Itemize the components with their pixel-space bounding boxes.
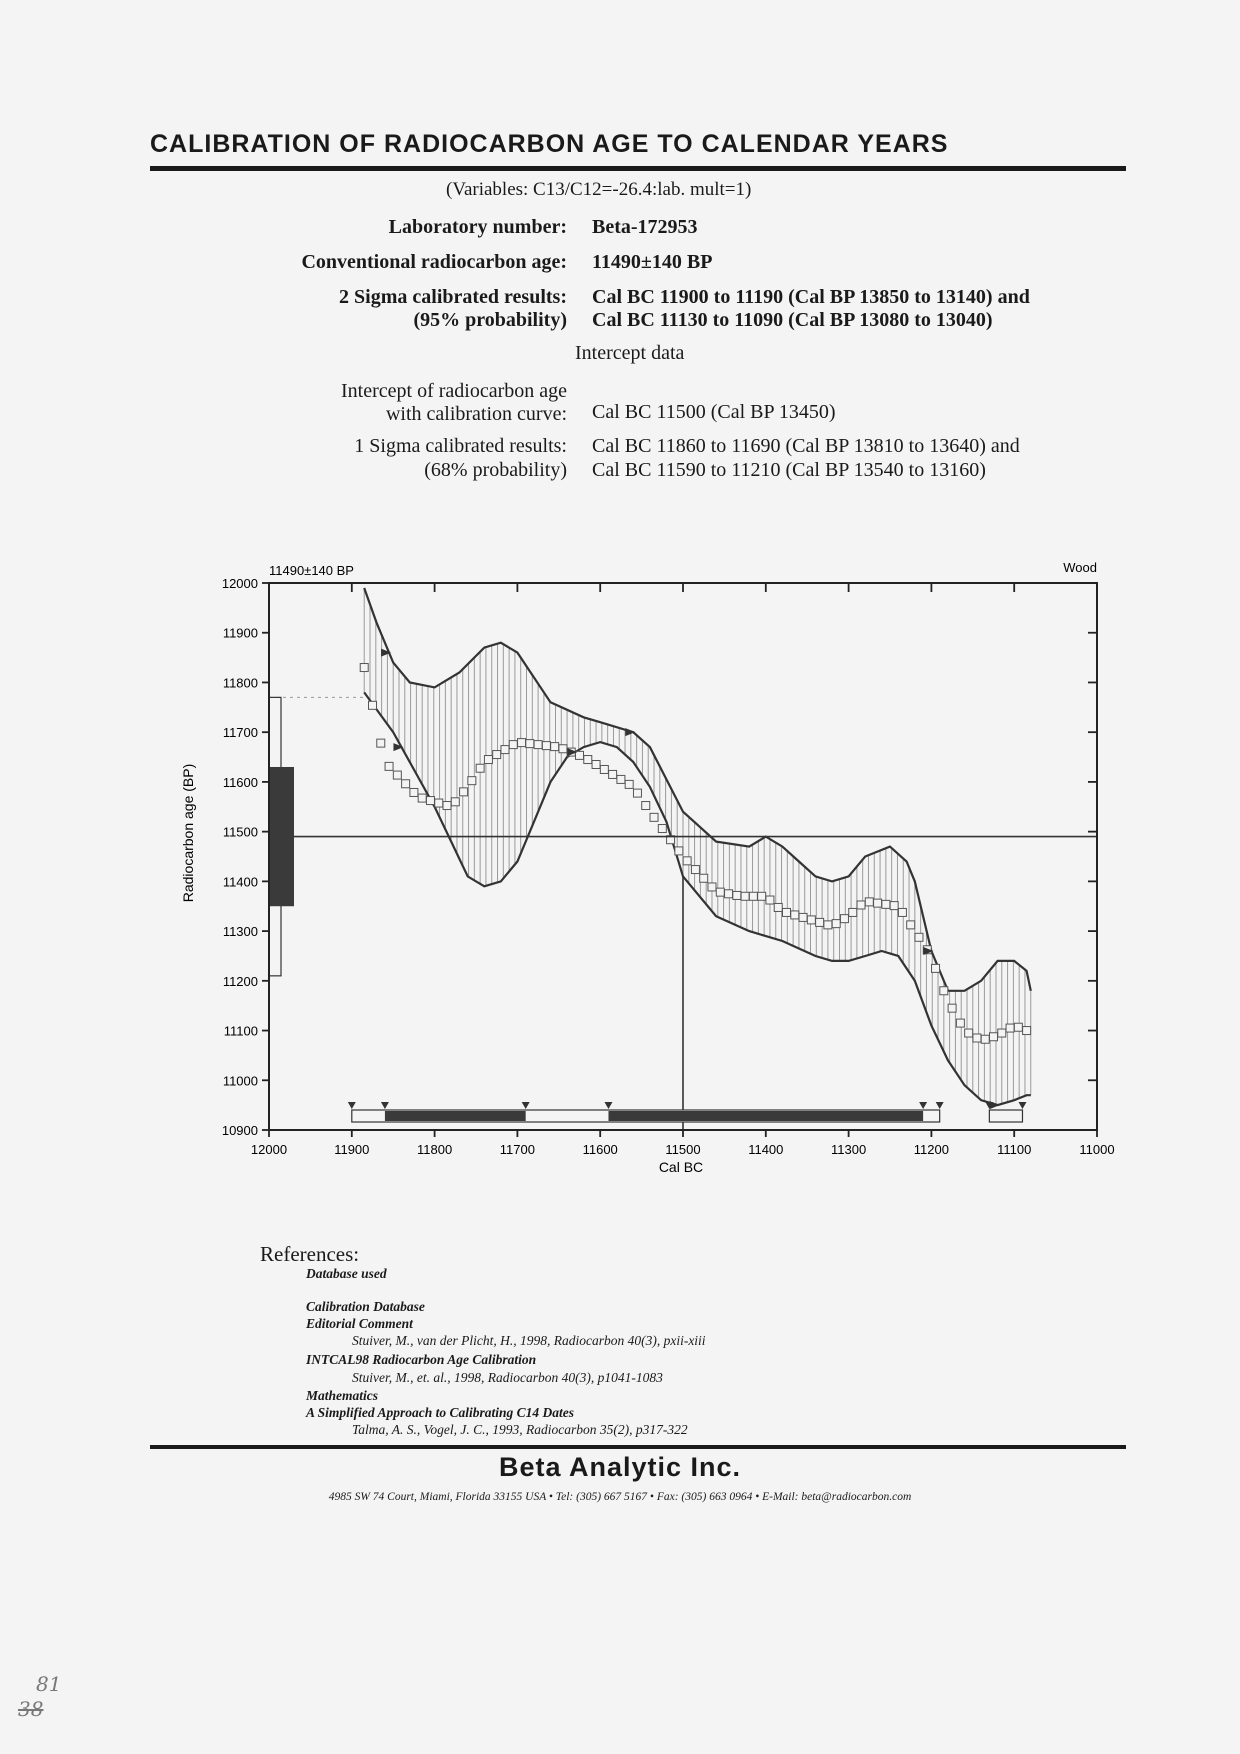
curve-marker bbox=[509, 741, 517, 749]
curve-marker bbox=[907, 921, 915, 929]
curve-marker bbox=[758, 892, 766, 900]
sigma1-value-2: Cal BC 11590 to 11210 (Cal BP 13540 to 13160) bbox=[592, 459, 986, 481]
curve-marker bbox=[774, 903, 782, 911]
curve-marker bbox=[915, 933, 923, 941]
curve-marker bbox=[633, 789, 641, 797]
y-tick-label: 12000 bbox=[221, 576, 258, 591]
ref-editorial-comment: Editorial Comment bbox=[306, 1316, 413, 1331]
y-tick-label: 11600 bbox=[222, 774, 258, 790]
curve-marker bbox=[559, 745, 567, 753]
sigma1-label-1: 1 Sigma calibrated results: bbox=[354, 435, 567, 457]
y-tick-label: 11200 bbox=[222, 973, 258, 989]
sigma2-value-2: Cal BC 11130 to 11090 (Cal BP 13080 to 13040) bbox=[592, 309, 993, 331]
lower-bound-curve bbox=[364, 692, 1031, 1105]
variables-line: (Variables: C13/C12=-26.4:lab. mult=1) bbox=[446, 179, 752, 200]
sample-sigma1-bar bbox=[269, 767, 294, 906]
sigma1-range-bar bbox=[385, 1111, 526, 1121]
curve-marker bbox=[584, 756, 592, 764]
ref-intcal: INTCAL98 Radiocarbon Age Calibration bbox=[306, 1352, 537, 1367]
curve-marker bbox=[501, 746, 509, 754]
calibrated-ranges bbox=[348, 1102, 1027, 1122]
curve-marker bbox=[443, 802, 451, 810]
handwritten-note-2: 38 bbox=[18, 1697, 44, 1721]
curve-marker bbox=[956, 1019, 964, 1027]
sigma2-range-bar bbox=[989, 1110, 1022, 1122]
x-tick-label: 11300 bbox=[831, 1142, 867, 1157]
range-tick-arrow bbox=[522, 1102, 530, 1109]
curve-marker bbox=[642, 802, 650, 810]
curve-marker bbox=[874, 899, 882, 907]
calibration-curves bbox=[364, 588, 1031, 1105]
curve-marker bbox=[385, 762, 393, 770]
curve-marker bbox=[691, 866, 699, 874]
intercept-label-1: Intercept of radiocarbon age bbox=[341, 380, 567, 402]
curve-marker bbox=[700, 874, 708, 882]
chart-text bbox=[180, 560, 1115, 1175]
curve-markers bbox=[360, 649, 1030, 1110]
curve-marker bbox=[725, 890, 733, 898]
range-tick-arrow bbox=[1018, 1102, 1026, 1109]
ref-approach: A Simplified Approach to Calibrating C14 Dates bbox=[306, 1405, 575, 1420]
curve-marker bbox=[749, 892, 757, 900]
curve-marker bbox=[716, 888, 724, 896]
curve-marker bbox=[708, 883, 716, 891]
ref-citation-1: Stuiver, M., van der Plicht, H., 1998, Radiocarbon 40(3), pxii-xiii bbox=[352, 1333, 706, 1348]
range-tick-arrow bbox=[919, 1102, 927, 1109]
curve-marker bbox=[816, 918, 824, 926]
ref-citation-3: Talma, A. S., Vogel, J. C., 1993, Radiocarbon 35(2), p317-322 bbox=[352, 1422, 688, 1437]
x-tick-label: 12000 bbox=[250, 1142, 288, 1157]
curve-marker bbox=[948, 1004, 956, 1012]
curve-marker bbox=[360, 664, 368, 672]
curve-marker bbox=[369, 701, 377, 709]
sample-distribution bbox=[269, 697, 294, 975]
company-name: Beta Analytic Inc. bbox=[498, 1452, 742, 1482]
range-tick-arrow bbox=[936, 1102, 944, 1109]
curve-marker bbox=[1014, 1023, 1022, 1031]
intercept-heading: Intercept data bbox=[575, 342, 685, 364]
curve-marker bbox=[393, 771, 401, 779]
curve-marker bbox=[766, 896, 774, 904]
ref-calibration-database: Calibration Database bbox=[306, 1299, 425, 1314]
x-tick-label: 11800 bbox=[417, 1142, 453, 1157]
curve-marker bbox=[609, 770, 617, 778]
curve-marker bbox=[518, 739, 526, 747]
curve-marker bbox=[791, 911, 799, 919]
curve-marker bbox=[973, 1034, 981, 1042]
y-tick-label: 11100 bbox=[223, 1023, 258, 1039]
x-tick-label: 11600 bbox=[582, 1142, 618, 1157]
sigma2-value-1: Cal BC 11900 to 11190 (Cal BP 13850 to 13140) and bbox=[592, 286, 1030, 308]
sigma1-range-bar bbox=[608, 1111, 923, 1121]
curve-marker bbox=[1006, 1024, 1014, 1032]
sigma2-label-2: (95% probability) bbox=[413, 309, 567, 331]
curve-marker bbox=[890, 902, 898, 910]
curve-marker bbox=[410, 788, 418, 796]
chart-title: 11490±140 BP bbox=[269, 563, 354, 578]
curve-marker bbox=[965, 1029, 973, 1037]
curve-marker bbox=[733, 891, 741, 899]
curve-marker bbox=[882, 900, 890, 908]
x-tick-label: 11500 bbox=[665, 1142, 701, 1157]
x-tick-label: 11200 bbox=[913, 1142, 949, 1157]
curve-arrow bbox=[625, 728, 635, 736]
curve-marker bbox=[675, 847, 683, 855]
ref-citation-2: Stuiver, M., et. al., 1998, Radiocarbon 40(3), p1041-1083 bbox=[352, 1370, 663, 1385]
curve-marker bbox=[534, 741, 542, 749]
curve-marker bbox=[824, 921, 832, 929]
curve-marker bbox=[460, 788, 468, 796]
curve-marker bbox=[857, 901, 865, 909]
sigma2-label-1: 2 Sigma calibrated results: bbox=[339, 286, 567, 308]
curve-marker bbox=[840, 915, 848, 923]
y-tick-label: 11300 bbox=[222, 924, 258, 940]
curve-marker bbox=[435, 799, 443, 807]
range-tick-arrow bbox=[348, 1102, 356, 1109]
curve-marker bbox=[493, 751, 501, 759]
references-heading: References: bbox=[260, 1242, 360, 1266]
curve-marker bbox=[658, 825, 666, 833]
curve-marker bbox=[683, 857, 691, 865]
curve-marker bbox=[542, 742, 550, 750]
y-tick-label: 11000 bbox=[222, 1073, 258, 1089]
conventional-age-value: 11490±140 BP bbox=[592, 251, 713, 273]
curve-marker bbox=[377, 739, 385, 747]
curve-marker bbox=[940, 987, 948, 995]
curve-marker bbox=[865, 898, 873, 906]
range-tick-arrow bbox=[604, 1102, 612, 1109]
ref-mathematics: Mathematics bbox=[306, 1388, 379, 1403]
curve-marker bbox=[832, 920, 840, 928]
curve-marker bbox=[484, 756, 492, 764]
x-tick-label: 11900 bbox=[334, 1142, 370, 1157]
ref-database-used: Database used bbox=[306, 1266, 387, 1281]
curve-marker bbox=[476, 764, 484, 772]
curve-marker bbox=[625, 780, 633, 788]
curve-marker bbox=[600, 765, 608, 773]
x-axis-label: Cal BC bbox=[658, 1159, 704, 1175]
probability-band-hatching bbox=[364, 588, 1031, 1105]
y-tick-label: 11800 bbox=[222, 675, 258, 691]
curve-marker bbox=[418, 794, 426, 802]
lab-number-value: Beta-172953 bbox=[592, 216, 698, 238]
intercept-label-2: with calibration curve: bbox=[385, 403, 567, 425]
material-label: Wood bbox=[1063, 560, 1097, 575]
x-tick-label: 11100 bbox=[997, 1142, 1032, 1157]
page-title: CALIBRATION OF RADIOCARBON AGE TO CALENDAR YEARS bbox=[150, 130, 949, 158]
conventional-age-label: Conventional radiocarbon age: bbox=[301, 251, 567, 273]
sigma1-value-1: Cal BC 11860 to 11690 (Cal BP 13810 to 13640) and bbox=[592, 435, 1020, 457]
curve-marker bbox=[998, 1029, 1006, 1037]
y-tick-label: 11900 bbox=[222, 625, 258, 641]
curve-marker bbox=[468, 777, 476, 785]
curve-marker bbox=[932, 964, 940, 972]
y-tick-label: 11700 bbox=[222, 725, 258, 741]
company-address: 4985 SW 74 Court, Miami, Florida 33155 USA • Tel: (305) 667 5167 • Fax: (305) 663 0964 • E-Mail: beta@radiocarbon.com bbox=[328, 1491, 912, 1503]
x-tick-label: 11700 bbox=[499, 1142, 535, 1157]
x-tick-label: 11400 bbox=[748, 1142, 784, 1157]
curve-marker bbox=[807, 916, 815, 924]
curve-marker bbox=[990, 1033, 998, 1041]
sigma1-label-2: (68% probability) bbox=[424, 459, 567, 481]
curve-marker bbox=[617, 775, 625, 783]
curve-marker bbox=[650, 813, 658, 821]
curve-marker bbox=[783, 908, 791, 916]
y-tick-label: 10900 bbox=[221, 1123, 258, 1138]
curve-marker bbox=[451, 798, 459, 806]
y-tick-label: 11400 bbox=[222, 874, 258, 890]
curve-marker bbox=[898, 908, 906, 916]
curve-marker bbox=[551, 743, 559, 751]
y-tick-label: 11500 bbox=[222, 824, 258, 840]
curve-marker bbox=[576, 751, 584, 759]
bottom-rule bbox=[150, 1445, 1126, 1449]
curve-marker bbox=[426, 797, 434, 805]
y-axis-label: Radiocarbon age (BP) bbox=[180, 763, 196, 903]
handwritten-note-1: 81 bbox=[36, 1672, 62, 1696]
x-tick-label: 11000 bbox=[1079, 1142, 1115, 1157]
lab-number-label: Laboratory number: bbox=[388, 216, 567, 238]
curve-marker bbox=[526, 740, 534, 748]
range-tick-arrow bbox=[381, 1102, 389, 1109]
curve-marker bbox=[799, 913, 807, 921]
curve-marker bbox=[1023, 1027, 1031, 1035]
curve-marker bbox=[592, 761, 600, 769]
curve-marker bbox=[849, 908, 857, 916]
curve-marker bbox=[402, 780, 410, 788]
intercept-value: Cal BC 11500 (Cal BP 13450) bbox=[592, 401, 836, 423]
curve-marker bbox=[741, 892, 749, 900]
curve-marker bbox=[981, 1035, 989, 1043]
